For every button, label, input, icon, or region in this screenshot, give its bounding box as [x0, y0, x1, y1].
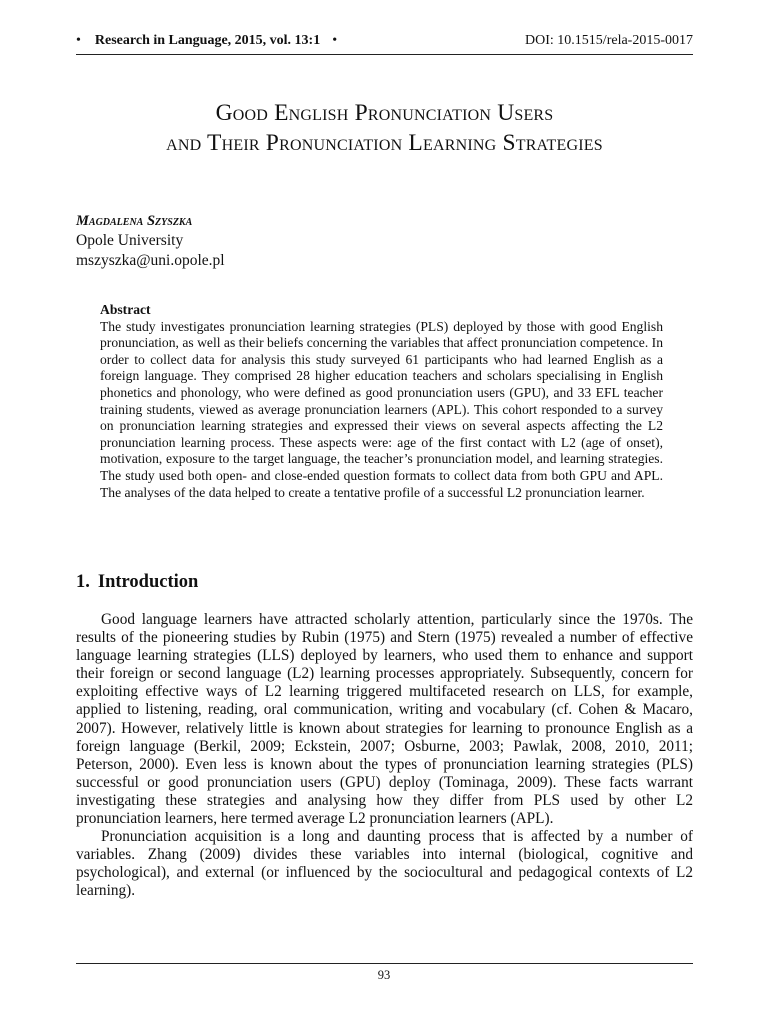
header-rule [76, 54, 693, 55]
body-text [76, 611, 693, 901]
abstract-text: The study investigates pronunciation learning strategies (PLS) deployed by those with good English pronunciation, as well as their beliefs concerning the variables that affect pronunciation competence. In order to collect data for analysis this study surveyed 61 participants who had learned English as a foreign language. They comprised 28 higher education teachers and scholars specialising in English phonetics and phonology, who were defined as good pronunciation users (GPU), and 33 EFL teacher training students, viewed as average pronunciation learners (APL). This cohort responded to a survey on pronunciation learning strategies and expressed their views on several aspects affecting the L2 pronunciation learning process. These aspects were: age of the first contact with L2 (age of onset), motivation, exposure to the target language, the teacher’s pronunciation model, and learning strategies. The study used both open- and close-ended question formats to collect data from both GPU and APL. The analyses of the data helped to create a tentative profile of a successful L2 pronunciation learner. [100, 318, 663, 500]
bullet-icon: • [332, 33, 338, 48]
abstract-heading: Abstract [100, 302, 151, 317]
abstract [100, 302, 663, 501]
title-line-2: and Their Pronunciation Learning Strategies [166, 130, 603, 156]
author-affiliation: Opole University [76, 232, 184, 249]
section-number: 1. [76, 572, 90, 592]
paper-title [76, 98, 693, 158]
author-block [76, 211, 225, 271]
page-number: 93 [377, 968, 391, 982]
paragraph: Pronunciation acquisition is a long and daunting process that is affected by a number of variables. Zhang (2009) divides these variables into internal (biological, cognitive and psychological), and external (or influenced by the sociocultural and pedagogical contexts of L2 learning). [76, 828, 693, 900]
journal-name: Research in Language, 2015, vol. 13:1 [94, 33, 321, 48]
title-line-1: Good English Pronunciation Users [215, 100, 554, 126]
author-name: Magdalena Szyszka [76, 213, 193, 229]
footer-rule [76, 963, 693, 964]
author-email: mszyszka@uni.opole.pl [76, 252, 225, 269]
bullet-icon: • [76, 33, 81, 48]
paragraph: Good language learners have attracted scholarly attention, particularly since the 1970s. The results of the pioneering studies by Rubin (1975) and Stern (1975) revealed a number of effective language learning strategies (LLS) deployed by learners, who used them to enhance and support their foreign or second language (L2) learning processes appropriately. Subsequently, concern for exploiting effective ways of L2 learning triggered multifaceted research on LLS, for example, applied to listening, reading, oral communication, writing and vocabulary (cf. Cohen & Macaro, 2007). However, relatively little is known about strategies for learning to pronounce English as a foreign language (Berkil, 2009; Eckstein, 2007; Osburne, 2003; Pawlak, 2008, 2010, 2011; Peterson, 2000). Even less is known about the types of pronunciation learning strategies (PLS) successful or good pronunciation users (GPU) deploy (Tominaga, 2009). These facts warrant investigating these strategies and analysing how they differ from PLS used by other L2 pronunciation learners, here termed average L2 pronunciation learners (APL). [76, 611, 693, 828]
section-heading [76, 570, 198, 594]
section-title: Introduction [97, 572, 199, 592]
doi: DOI: 10.1515/rela-2015-0017 [525, 33, 693, 48]
journal-citation [76, 30, 337, 52]
